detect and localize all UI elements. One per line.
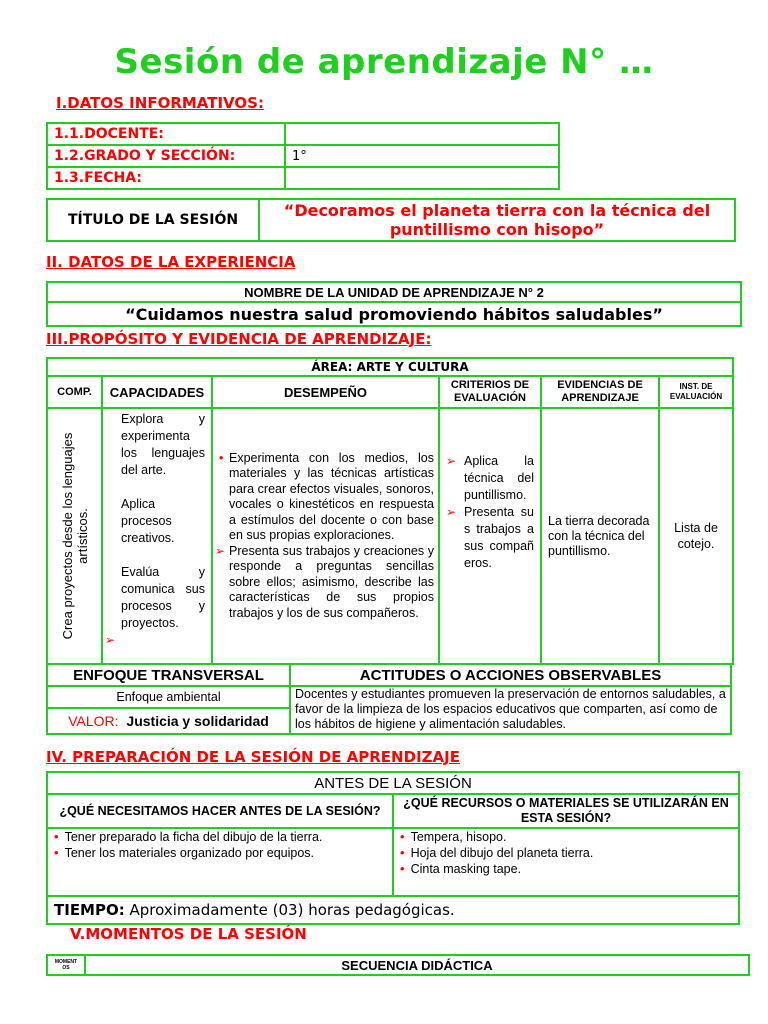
enfoque-header: ENFOQUE TRANSVERSAL (47, 664, 290, 686)
desempeno-header: DESEMPEÑO (212, 376, 439, 408)
hacer-item-2: • Tener los materiales organizado por equipos. (54, 845, 392, 861)
instrumento-cell: Lista de cotejo. (659, 408, 733, 664)
q1-header: ¿QUÉ NECESITAMOS HACER ANTES DE LA SESIÓN? (47, 794, 393, 828)
criterios-cell (439, 408, 541, 664)
desempeno-1: Experimenta con los medios, los materiales y las técnicas artísticas para crear efectos visuales, sonoros, vocales o kinestéticos en respuesta a estímulos del docente o con base en sus propias exploraciones. (229, 450, 434, 543)
unidad-table (46, 281, 742, 327)
actitud-text: Docentes y estudiantes promueven la preservación de entornos saludables, a favor de la limpieza de los espacios educativos que comparten, así como de los hábitos de higiene y alimentación saludables. (290, 686, 731, 734)
criterio-2: Presenta sus trabajos a sus compañeros. (464, 505, 534, 570)
capacidades-header: CAPACIDADES (102, 376, 212, 408)
titulo-label: TÍTULO DE LA SESIÓN (47, 199, 259, 241)
tiempo-label: TIEMPO: (54, 901, 125, 919)
capacidad-3: Evalúa y comunica sus procesos y proyectos. (121, 565, 205, 630)
grado-value: 1° (285, 145, 559, 167)
proposito-table (46, 357, 734, 665)
hacer-cell (47, 828, 393, 896)
instrumento-header: INST. DE EVALUACIÓN (659, 376, 733, 408)
momentos-table (46, 954, 750, 976)
evidencias-header: EVIDENCIAS DE APRENDIZAJE (541, 376, 659, 408)
actitudes-header: ACTITUDES O ACCIONES OBSERVABLES (290, 664, 731, 686)
section-2-heading: II. DATOS DE LA EXPERIENCIA (46, 253, 296, 271)
titulo-table (46, 198, 736, 242)
unidad-name: “Cuidamos nuestra salud promoviendo hábitos saludables” (47, 302, 741, 326)
antes-header: ANTES DE LA SESIÓN (47, 772, 739, 794)
area-header: ÁREA: ARTE Y CULTURA (47, 358, 733, 376)
grado-label: 1.2.GRADO Y SECCIÓN: (47, 145, 285, 167)
docente-value (285, 123, 559, 145)
desempeno-2: Presenta sus trabajos y creaciones y responde a preguntas sencillas sobre ellos; asimismo, describe las características de sus propios trabajos y los de sus compañeros. (229, 543, 434, 620)
enfoque-table (46, 663, 732, 735)
secuencia-header: SECUENCIA DIDÁCTICA (85, 955, 749, 975)
fecha-value (285, 167, 559, 189)
valor-label: VALOR: (68, 713, 119, 729)
docente-label: 1.1.DOCENTE: (47, 123, 285, 145)
q2-header: ¿QUÉ RECURSOS O MATERIALES SE UTILIZARÁN EN ESTA SESIÓN? (393, 794, 739, 828)
competencia-cell (47, 408, 102, 664)
tiempo-value: Aproximadamente (03) horas pedagógicas. (129, 901, 455, 919)
capacidad-2: Aplica procesos creativos. (121, 497, 175, 545)
arrow-bullet-icon: ➢ (446, 505, 457, 519)
capacidad-1: Explora y experimenta los lenguajes del arte. (121, 412, 205, 477)
recursos-cell (393, 828, 739, 896)
unidad-label: NOMBRE DE LA UNIDAD DE APRENDIZAJE N° 2 (47, 282, 741, 302)
comp-header: COMP. (47, 376, 102, 408)
titulo-value: “Decoramos el planeta tierra con la técnica del puntillismo con hisopo” (259, 199, 735, 241)
momentos-header: MOMENTOS (47, 955, 85, 975)
section-1-heading: I.DATOS INFORMATIVOS: (56, 94, 264, 112)
section-5-heading: V.MOMENTOS DE LA SESIÓN (70, 925, 307, 943)
page-title: Sesión de aprendizaje N° … (114, 42, 654, 82)
evidencia-cell: La tierra decorada con la técnica del puntillismo. (541, 408, 659, 664)
recurso-item-2: • Hoja del dibujo del planeta tierra. (400, 845, 738, 861)
recurso-item-1: • Tempera, hisopo. (400, 829, 738, 845)
valor-value: Justicia y solidaridad (126, 713, 269, 729)
fecha-label: 1.3.FECHA: (47, 167, 285, 189)
section-3-heading: III.PROPÓSITO Y EVIDENCIA DE APRENDIZAJE: (46, 330, 432, 348)
preparacion-table (46, 771, 740, 925)
arrow-bullet-icon: ➢ (105, 633, 116, 647)
competencia-text: Crea proyectos desde los lenguajes artísticos. (59, 432, 90, 640)
arrow-bullet-icon: ➢ (215, 543, 226, 558)
enfoque-value: Enfoque ambiental (47, 686, 290, 708)
recurso-item-3: • Cinta masking tape. (400, 861, 738, 877)
bullet-icon: • (219, 450, 224, 465)
criterios-header: CRITERIOS DE EVALUACIÓN (439, 376, 541, 408)
datos-table (46, 122, 560, 190)
desempeno-cell (212, 408, 439, 664)
criterio-1: Aplica la técnica del puntillismo. (464, 454, 534, 502)
arrow-bullet-icon: ➢ (446, 454, 457, 468)
hacer-item-1: • Tener preparado la ficha del dibujo de la tierra. (54, 829, 392, 845)
section-4-heading: IV. PREPARACIÓN DE LA SESIÓN DE APRENDIZAJE (46, 748, 460, 766)
capacidades-cell (102, 408, 212, 664)
